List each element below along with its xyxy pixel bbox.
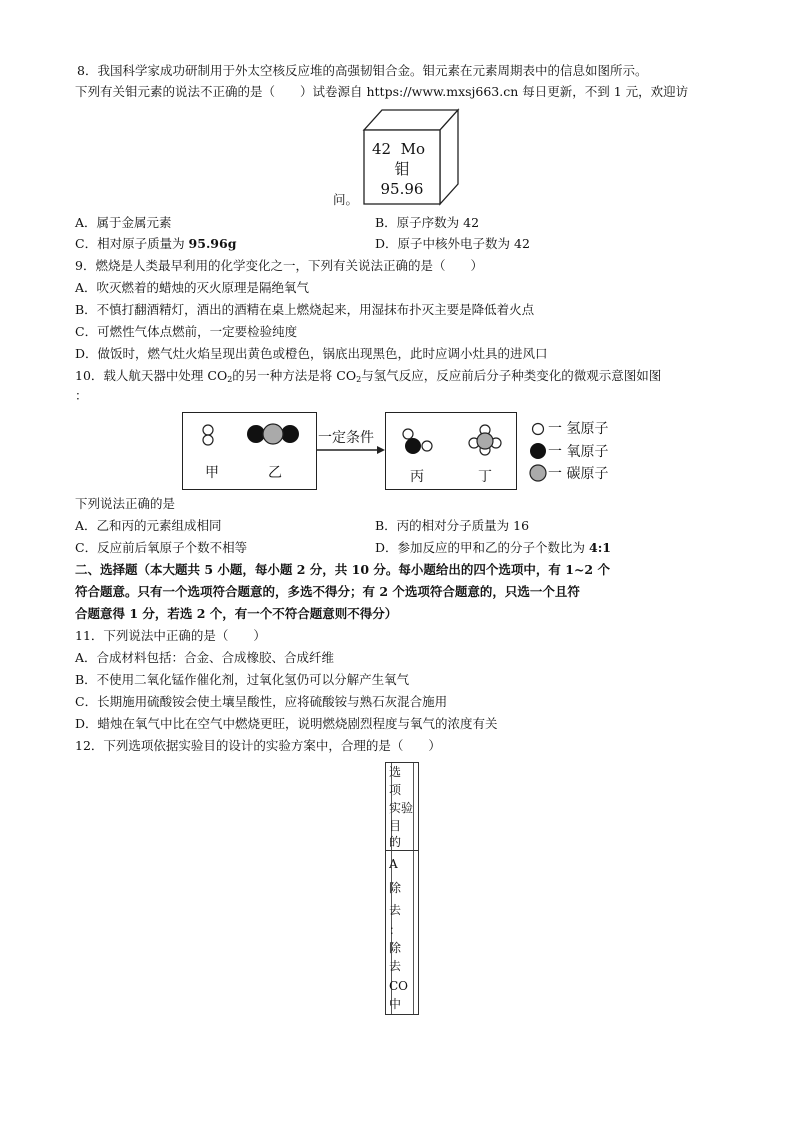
q11-option-b: B．不使用二氧化锰作催化剂，过氧化氢仍可以分解产生氧气	[75, 672, 410, 687]
water-molecule-icon	[403, 429, 432, 454]
element-symbol: Mo	[400, 140, 426, 158]
oxygen-atom-icon	[530, 443, 546, 459]
section2-header-line3: 合题意得 1 分，若选 2 个，有一个不符合题意则不得分）	[75, 606, 398, 621]
table-cell: 去	[389, 903, 402, 917]
q8-stem-line2: 下列有关钼元素的说法不正确的是（ ）试卷源自 https://www.mxsj663.cn 每日更新，不到 1 元，欢迎访	[75, 84, 689, 99]
label-bing: 丙	[410, 469, 424, 485]
table-row-label: A	[389, 857, 398, 871]
q9-option-b: B．不慎打翻酒精灯，酒出的酒精在桌上燃烧起来，用湿抹布扑灭主要是降低着火点	[75, 302, 535, 317]
carbon-atom-icon	[530, 465, 546, 481]
q11-option-d: D．蜡烛在氧气中比在空气中燃烧更旺，说明燃烧剧烈程度与氧气的浓度有关	[75, 716, 498, 731]
q9-option-a: A．吹灭燃着的蜡烛的灭火原理是隔绝氧气	[75, 280, 310, 295]
q8-option-c: C．相对原子质量为 95.96g	[75, 236, 237, 251]
q12-stem: 12．下列选项依据实验目的设计的实验方案中，合理的是（ ）	[75, 738, 441, 753]
label-ding: 丁	[478, 469, 492, 485]
legend-oxygen: 一 氧原子	[548, 444, 609, 460]
q10-option-d: D．参加反应的甲和乙的分子个数比为 4:1	[375, 540, 612, 555]
q10-prompt: 下列说法正确的是	[75, 496, 176, 511]
section2-header-line1: 二、选择题（本大题共 5 小题，每小题 2 分，共 10 分。每小题给出的四个选项中，有 1~2 个	[75, 562, 610, 577]
table-header-cell: 的	[389, 835, 402, 849]
atomic-mass: 95.96	[380, 180, 424, 198]
section2-header-line2: 符合题意。只有一个选项符合题意的，多选不得分；有 2 个选项符合题意的，只选一个且符	[75, 584, 580, 599]
q10-option-b: B．丙的相对分子质量为 16	[375, 518, 530, 533]
q8-option-a: A．属于金属元素	[75, 215, 172, 230]
q11-option-c: C．长期施用硫酸铵会使土壤呈酸性，应将硫酸铵与熟石灰混合施用	[75, 694, 448, 709]
q10-stem-colon: ：	[75, 388, 88, 403]
legend-carbon: 一 碳原子	[548, 466, 609, 482]
table-cell: 去	[389, 959, 402, 973]
legend-symbols	[528, 420, 550, 490]
methane-molecule-icon	[469, 425, 501, 455]
carbon-dioxide-molecule-icon	[247, 424, 299, 444]
table-header-cell: 选	[389, 765, 402, 779]
table-cell: 除	[389, 941, 402, 955]
q10-stem: 10．载人航天器中处理 $CO_2$的另一种方法是将 $CO_2$与氢气反应，反应前后分子种类变化的微观示意图如图	[75, 368, 662, 384]
q8-stem-line1: 8．我国科学家成功研制用于外太空核反应堆的高强韧钼合金。钼元素在元素周期表中的信息如图所示。	[77, 63, 648, 78]
table-cell: 除	[389, 881, 402, 895]
hydrogen-atom-icon	[533, 424, 544, 435]
q10-option-c: C．反应前后氧原子个数不相等	[75, 540, 248, 555]
experiment-table	[385, 762, 419, 1015]
q9-option-c: C．可燃性气体点燃前，一定要检验纯度	[75, 324, 298, 339]
label-jia: 甲	[205, 465, 219, 481]
q8-option-d: D．原子中核外电子数为 42	[375, 236, 530, 251]
table-cell: CO	[389, 979, 409, 993]
q10-option-a: A．乙和丙的元素组成相同	[75, 518, 222, 533]
q9-option-d: D．做饭时，燃气灶火焰呈现出黄色或橙色，锅底出现黑色，此时应调小灶具的进风口	[75, 346, 548, 361]
q9-stem: 9．燃烧是人类最早利用的化学变化之一，下列有关说法正确的是（ ）	[75, 258, 483, 273]
element-name: 钼	[394, 160, 410, 178]
table-header-cell: 项	[389, 783, 402, 797]
q11-stem: 11．下列说法中正确的是（ ）	[75, 628, 266, 643]
atomic-number: 42	[372, 140, 392, 158]
reaction-condition: 一定条件	[318, 430, 374, 446]
table-cell: 中	[389, 997, 402, 1011]
q8-stem-line3: 问。	[333, 192, 359, 207]
reaction-molecules	[182, 412, 522, 492]
q11-option-a: A．合成材料包括：合金、合成橡胶、合成纤维	[75, 650, 335, 665]
legend-hydrogen: 一 氢原子	[548, 421, 609, 437]
table-header-cell: 目	[389, 819, 402, 833]
table-header-cell: 实验	[389, 801, 414, 815]
q8-option-b: B．原子序数为 42	[375, 215, 480, 230]
hydrogen-molecule-icon	[203, 425, 213, 445]
table-cell: ：	[389, 923, 402, 937]
label-yi: 乙	[268, 465, 282, 481]
